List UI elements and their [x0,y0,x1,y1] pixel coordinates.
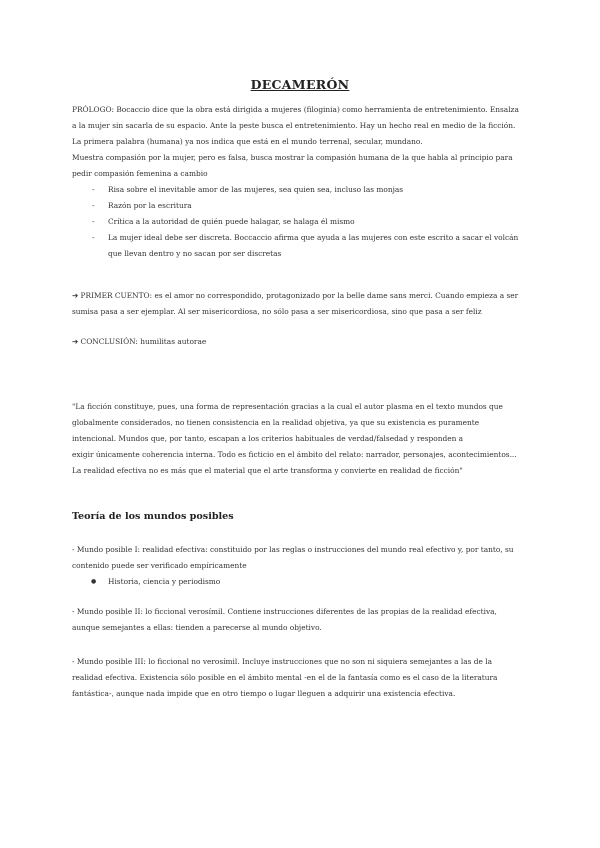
quote-line: intencional. Mundos que, por tanto, escapan a los criterios habituales de verdad/falsedad y responden a [72,434,464,443]
mundo-posible-1 [72,542,530,590]
quote-section [72,399,530,479]
primer-cuento-line: sumisa pasa a ser ejemplar. Al ser misericordiosa, no sólo pasa a ser misericordiosa, sino que pasa a ser feliz [72,307,482,316]
mundo-line: - Mundo posible III: lo ficcional no verosímil. Incluye instrucciones que no son ni siquiera semejantes a las de la [72,657,492,666]
prologo-line: pedir compasión femenina a cambio [72,169,208,178]
list-item: - Crítica a la autoridad de quién puede halagar, se halaga él mismo [72,214,530,230]
primer-cuento-section [72,288,530,320]
prologo-line: a la mujer sin sacarla de su espacio. Ante la peste busca el entretenimiento. Hay un hecho real en medio de la ficción. [72,121,516,130]
list-item: ● Historia, ciencia y periodismo [72,574,530,590]
mundo-posible-3 [72,654,530,702]
prologo-section [72,102,530,262]
prologo-line: La primera palabra (humana) ya nos indica que está en el mundo terrenal, secular, mundano. [72,137,423,146]
document-title: DECAMERÓN [250,77,350,92]
list-item [72,230,530,262]
quote-line: exigir únicamente coherencia interna. Todo es ficticio en el ámbito del relato: narrador, personajes, acontecimientos... [72,450,517,459]
quote-line: "La ficción constituye, pues, una forma de representación gracias a la cual el autor plasma en el texto mundos que [72,402,503,411]
mundo-line: realidad efectiva. Existencia sólo posible en el ámbito mental -en el de la fantasía como es el caso de la literatura [72,673,498,682]
conclusion-section [72,334,530,350]
mundo-line: contenido puede ser verificado empíricamente [72,561,247,570]
conclusion-line: ➔ CONCLUSIÓN: humilitas autorae [72,337,207,346]
quote-line: globalmente considerados, no tienen consistencia en la realidad objetiva, ya que su existencia es puramente [72,418,480,427]
mundo-line: - Mundo posible II: lo ficcional verosímil. Contiene instrucciones diferentes de las propias de la realidad efectiva, [72,607,497,616]
mundo-posible-2 [72,604,530,636]
prologo-list [72,182,530,262]
primer-cuento-line: ➔ PRIMER CUENTO: es el amor no correspondido, protagonizado por la belle dame sans merci. Cuando empieza a ser [72,291,519,300]
list-item-line: que llevan dentro y no sacan por ser discretas [108,249,282,258]
list-item: - Razón por la escritura [72,198,530,214]
prologo-line: PRÓLOGO: Bocaccio dice que la obra está dirigida a mujeres (filoginia) como herramienta de entretenimiento. Ensalza [72,105,519,114]
mundo-line: aunque semejantes a ellas: tienden a parecerse al mundo objetivo. [72,623,322,632]
list-item-line: La mujer ideal debe ser discreta. Boccaccio afirma que ayuda a las mujeres con este escrito a sacar el volcán [108,233,519,242]
mundo-line: - Mundo posible I: realidad efectiva: constituido por las reglas o instrucciones del mundo real efectivo y, por tanto, su [72,545,514,554]
list-item: - Risa sobre el inevitable amor de las mujeres, sea quien sea, incluso las monjas [72,182,530,198]
section-heading: Teoría de los mundos posibles [72,511,234,522]
prologo-line: Muestra compasión por la mujer, pero es falsa, busca mostrar la compasión humana de la que habla al principio para [72,153,513,162]
mundo-line: fantástica-, aunque nada impide que en otro tiempo o lugar lleguen a adquirir una existencia efectiva. [72,689,456,698]
quote-line: La realidad efectiva no es más que el material que el arte transforma y convierte en realidad de ficción" [72,466,463,475]
mundo1-list [72,574,530,590]
